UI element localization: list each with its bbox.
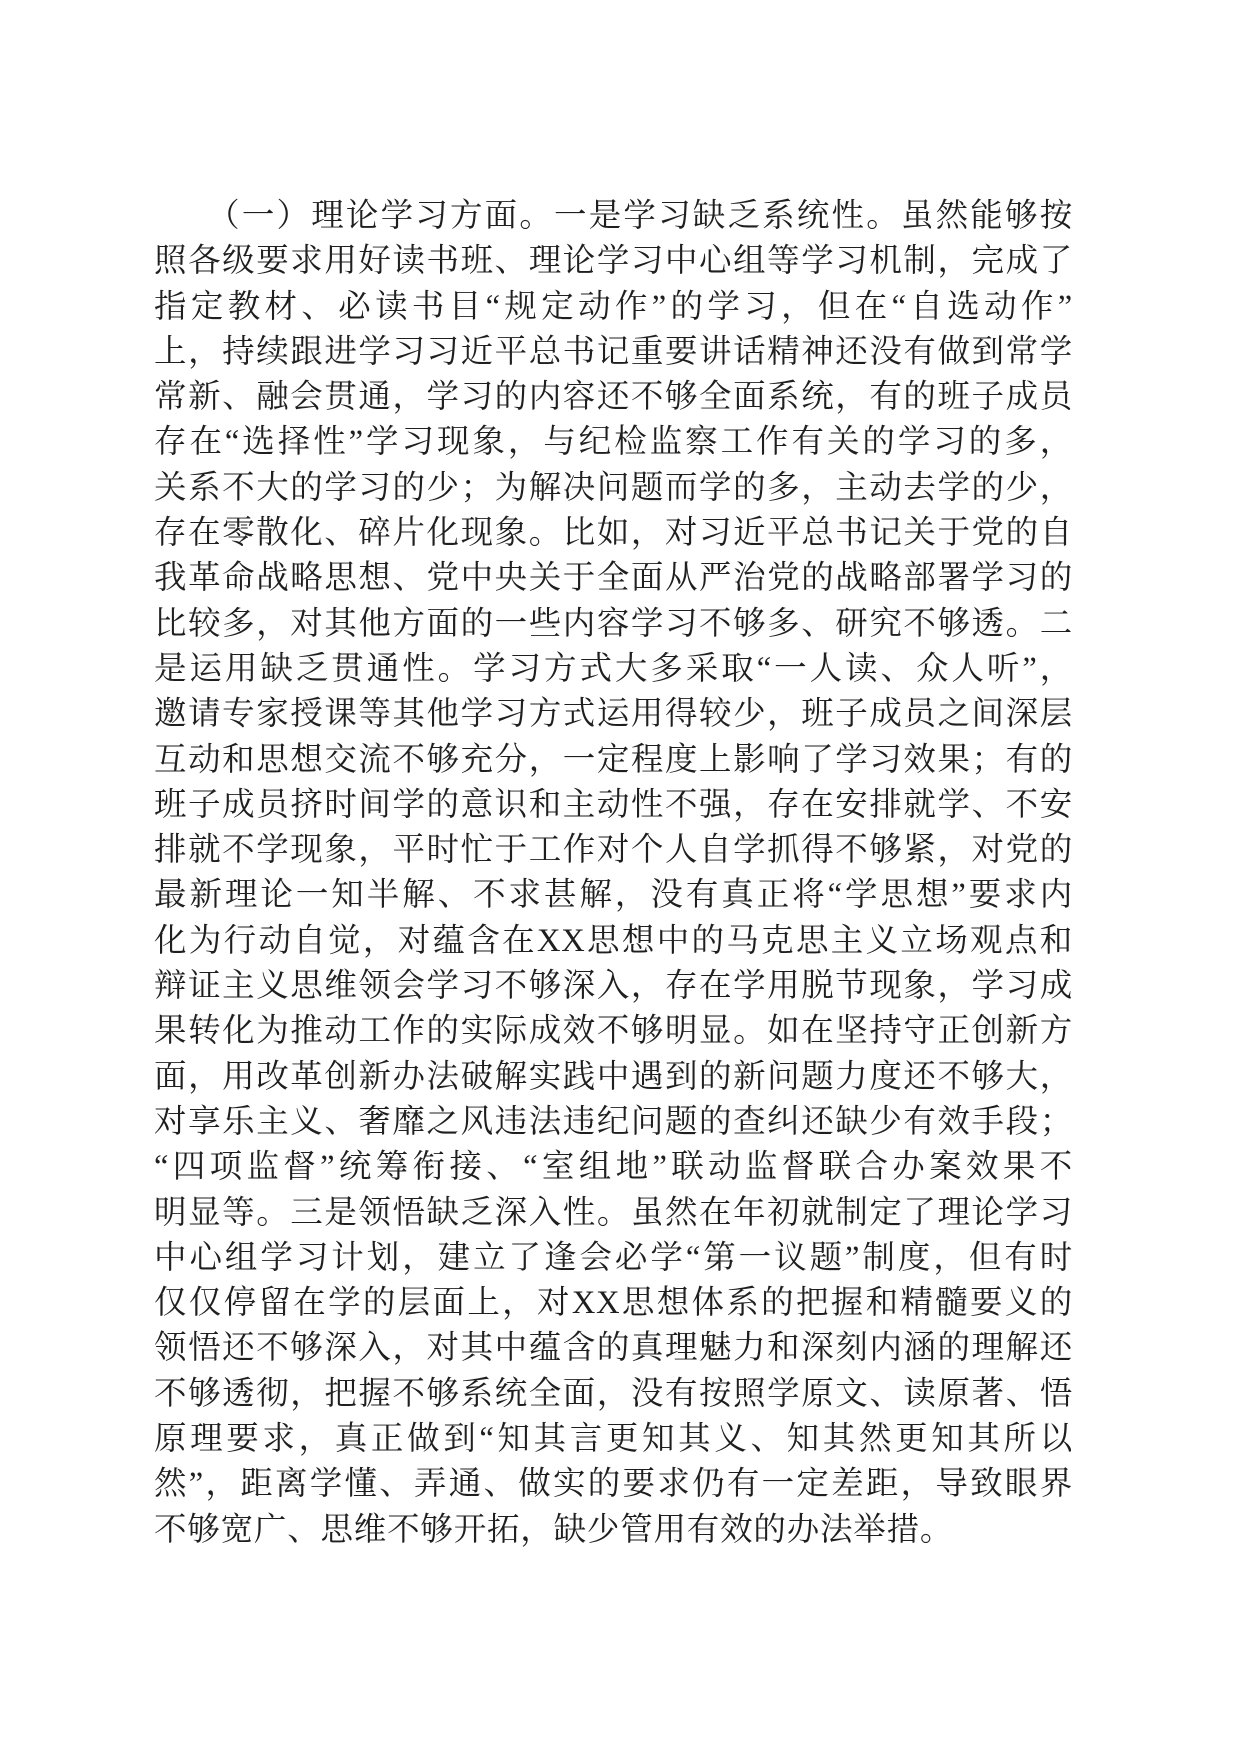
text-line: 邀请专家授课等其他学习方式运用得较少，班子成员之间深层: [154, 696, 1073, 733]
text-line: 面，用改革创新办法破解实践中遇到的新问题力度还不够大，: [154, 1058, 1073, 1095]
text-line: 仅仅停留在学的层面上，对XX思想体系的把握和精髓要义的: [154, 1285, 1073, 1322]
text-line: （一）理论学习方面。一是学习缺乏系统性。虽然能够按: [154, 198, 1073, 234]
text-line: “四项监督”统筹衔接、“室组地”联动监督联合办案效果不: [154, 1149, 1073, 1186]
text-line: 化为行动自觉，对蕴含在XX思想中的马克思主义立场观点和: [154, 922, 1073, 959]
text-line: 班子成员挤时间学的意识和主动性不强，存在安排就学、不安: [154, 786, 1073, 823]
text-line: 领悟还不够深入，对其中蕴含的真理魅力和深刻内涵的理解还: [154, 1330, 1073, 1367]
text-line: 不够透彻，把握不够系统全面，没有按照学原文、读原著、悟: [154, 1375, 1073, 1412]
text-line: 互动和思想交流不够充分，一定程度上影响了学习效果；有的: [154, 741, 1073, 778]
text-line: 存在“选择性”学习现象，与纪检监察工作有关的学习的多，: [154, 424, 1073, 461]
text-line: 常新、融会贯通，学习的内容还不够全面系统，有的班子成员: [154, 379, 1073, 416]
text-line: 上，持续跟进学习习近平总书记重要讲话精神还没有做到常学: [154, 333, 1073, 370]
text-line: 辩证主义思维领会学习不够深入，存在学用脱节现象，学习成: [154, 968, 1073, 1005]
text-line: 中心组学习计划，建立了逢会必学“第一议题”制度，但有时: [154, 1239, 1073, 1276]
text-line: 明显等。三是领悟缺乏深入性。虽然在年初就制定了理论学习: [154, 1194, 1073, 1231]
text-line: 对享乐主义、奢靡之风违法违纪问题的查纠还缺少有效手段；: [154, 1103, 1073, 1140]
text-line: 排就不学现象，平时忙于工作对个人自学抓得不够紧，对党的: [154, 832, 1073, 869]
text-line: 比较多，对其他方面的一些内容学习不够多、研究不够透。二: [154, 605, 1073, 642]
text-line: 指定教材、必读书目“规定动作”的学习，但在“自选动作”: [154, 288, 1073, 325]
text-line: 关系不大的学习的少；为解决问题而学的多，主动去学的少，: [154, 469, 1073, 506]
text-line: 然”，距离学懂、弄通、做实的要求仍有一定差距，导致眼界: [154, 1466, 1073, 1503]
text-line: 不够宽广、思维不够开拓，缺少管用有效的办法举措。: [154, 1511, 954, 1548]
text-line: 存在零散化、碎片化现象。比如，对习近平总书记关于党的自: [154, 515, 1073, 552]
text-line: 是运用缺乏贯通性。学习方式大多采取“一人读、众人听”，: [154, 650, 1073, 687]
text-line: 照各级要求用好读书班、理论学习中心组等学习机制，完成了: [154, 243, 1073, 280]
text-line: 原理要求，真正做到“知其言更知其义、知其然更知其所以: [154, 1421, 1073, 1458]
text-line: 最新理论一知半解、不求甚解，没有真正将“学思想”要求内: [154, 877, 1073, 914]
text-line: 果转化为推动工作的实际成效不够明显。如在坚持守正创新方: [154, 1013, 1073, 1050]
text-line: 我革命战略思想、党中央关于全面从严治党的战略部署学习的: [154, 560, 1073, 597]
paragraph-theory-study: [154, 194, 1073, 1553]
